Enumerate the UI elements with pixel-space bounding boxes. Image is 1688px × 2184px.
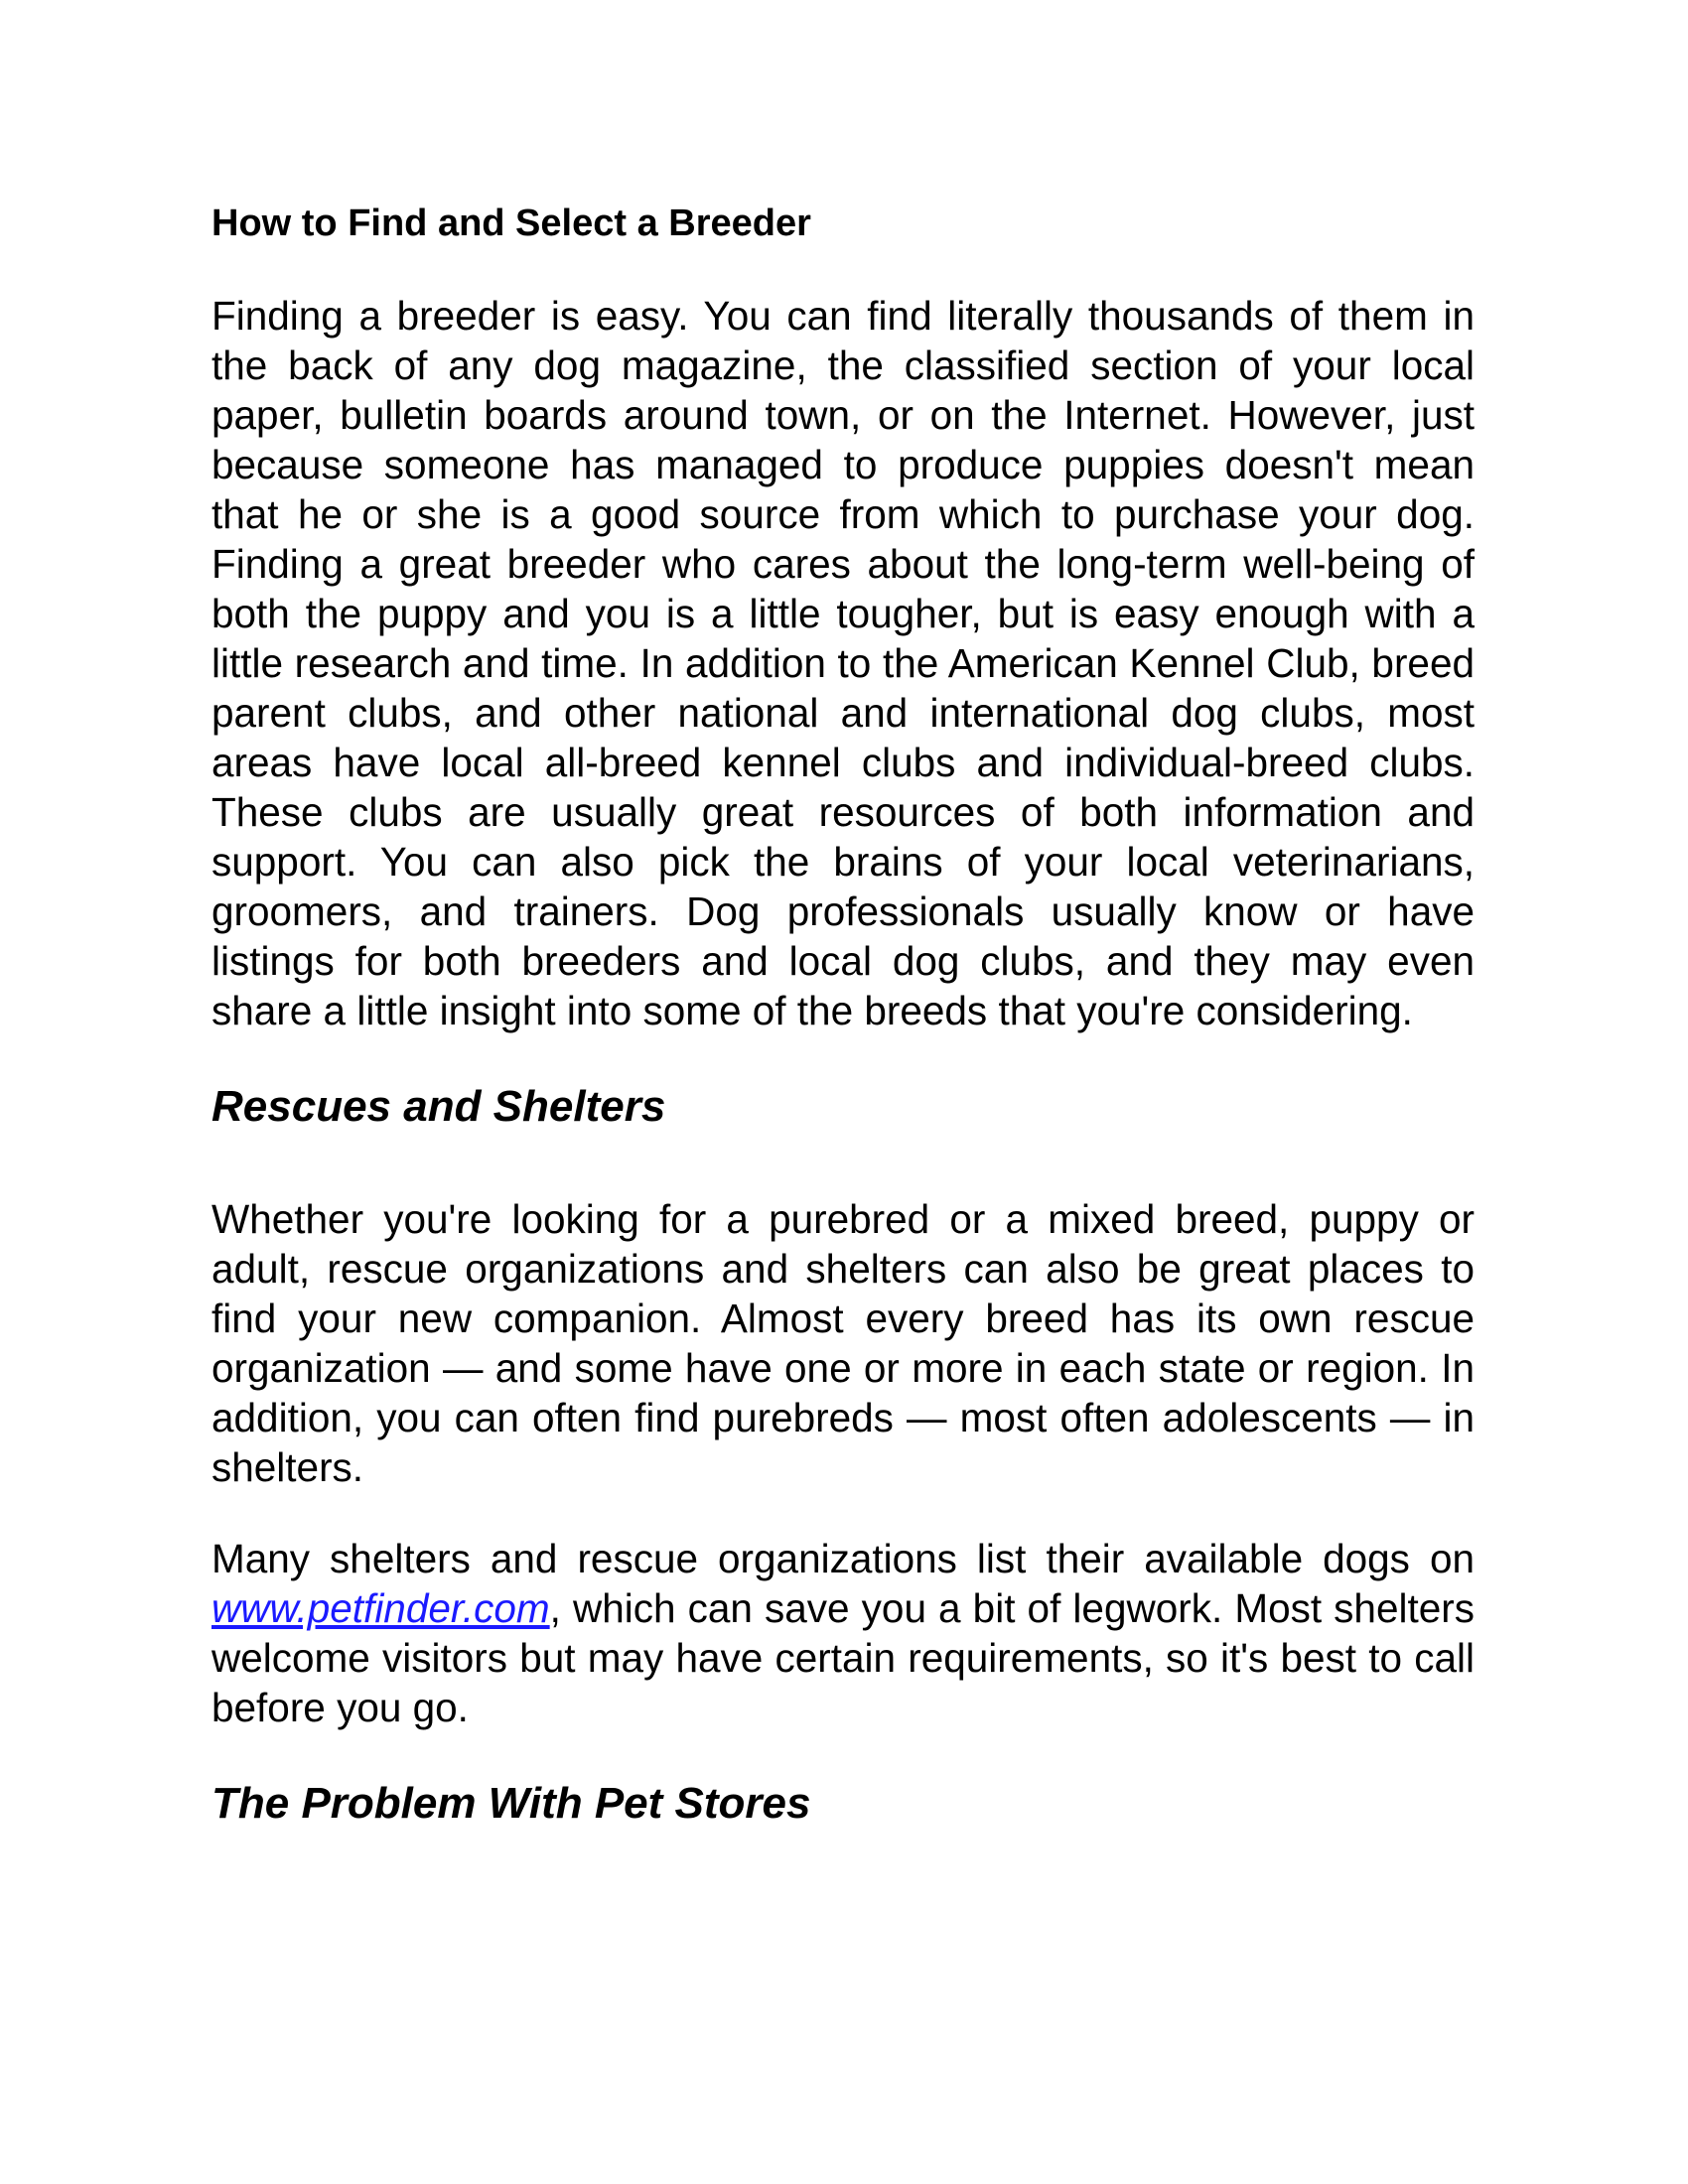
paragraph-petfinder: [211, 1534, 1475, 1732]
heading-rescues-shelters: Rescues and Shelters: [211, 1082, 666, 1131]
paragraph-rescues: Whether you're looking for a purebred or a mixed breed, puppy or adult, rescue organizations and shelters can also be great places to find your new companion. Almost every breed has its own rescue organization — and some have one or more in each state or region. In addition, you can often find purebreds — most often adolescents — in shelters.: [211, 1196, 1475, 1490]
paragraph-petfinder-text-2: , which can save you a bit of legwork. Most shelters welcome visitors but may have certain requirements, so it's best to call before you go.: [211, 1585, 1475, 1730]
paragraph-petfinder-text-1: Many shelters and rescue organizations list their available dogs on: [211, 1536, 1475, 1581]
heading-find-breeder: How to Find and Select a Breeder: [211, 203, 811, 244]
petfinder-link[interactable]: www.petfinder.com: [211, 1585, 550, 1631]
heading-pet-stores: The Problem With Pet Stores: [211, 1779, 811, 1828]
document-page: [211, 194, 1475, 1891]
paragraph-finding-breeder: Finding a breeder is easy. You can find literally thousands of them in the back of any dog magazine, the classified section of your local paper, bulletin boards around town, or on the Internet. However, just because someone has managed to produce puppies doesn't mean that he or she is a good source from which to purchase your dog. Finding a great breeder who cares about the long-term well-being of both the puppy and you is a little tougher, but is easy enough with a little research and time. In addition to the American Kennel Club, breed parent clubs, and other national and international dog clubs, most areas have local all-breed kennel clubs and individual-breed clubs. These clubs are usually great resources of both information and support. You can also pick the brains of your local veterinarians, groomers, and trainers. Dog professionals usually know or have listings for both breeders and local dog clubs, and they may even share a little insight into some of the breeds that you're considering.: [211, 293, 1475, 1033]
